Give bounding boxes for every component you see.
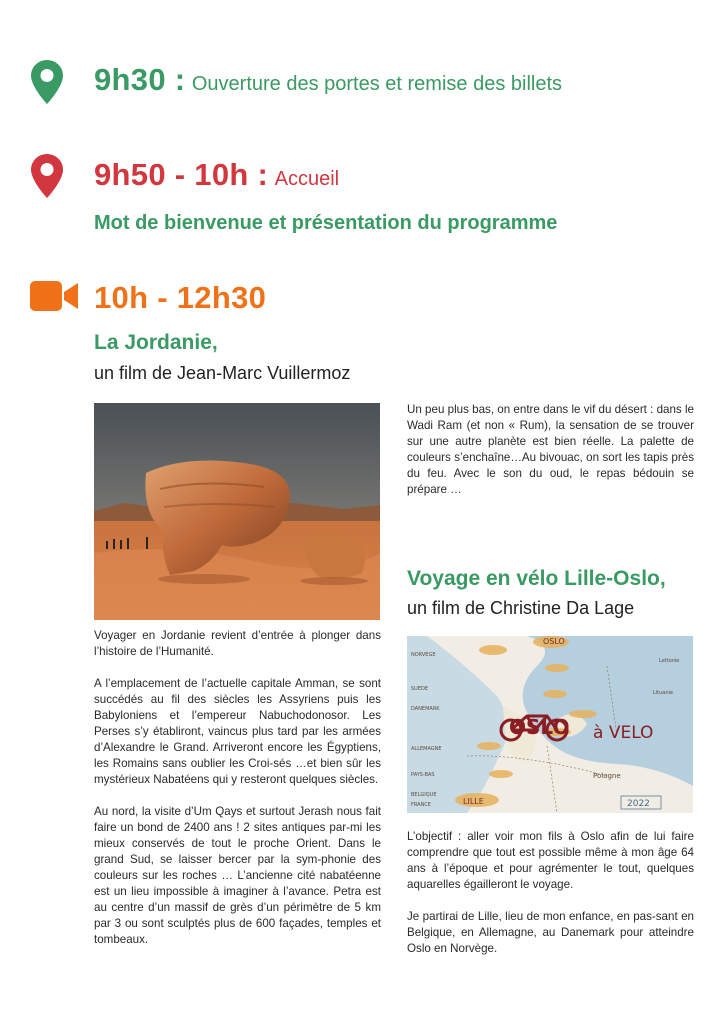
schedule-subtitle: Mot de bienvenue et présentation du programme	[94, 212, 558, 234]
video-camera-icon	[30, 281, 78, 311]
map-pin-icon	[31, 60, 63, 104]
map-label: Lettonie	[659, 658, 680, 664]
film-title: Voyage en vélo Lille-Oslo,	[407, 567, 666, 590]
map-label: NORVEGE	[411, 652, 436, 658]
schedule-time: 9h30 :	[94, 62, 186, 97]
paragraph: Au nord, la visite d’Um Qays et surtout Jerash nous fait faire un bond de 2400 ans ! 2 sites antiques par-mi les mieux conservés de tout le proche Orient. Dans le grand Sud, se laisser bercer par la sym-phonie des couleurs sur les roches … L’ancienne cité nabatéenne est un lieu impossible à imaginer à l’avance. Petra est au centre d’un massif de grès d’un périmètre de 5 km par 3 ou sont sculptés plus de 600 façades, temples et tombeaux.	[94, 805, 381, 946]
jordan-desert-photo	[94, 403, 380, 620]
paragraph: Un peu plus bas, on entre dans le vif du désert : dans le Wadi Ram (et non « Rum), la sensation de se trouver sur une autre planète est bien réelle. La palette de couleurs s’enchaîne…Au bivouac, on sort les tapis près du feu. Avec le son du oud, le repas bédouin se prépare …	[407, 403, 694, 496]
map-label: OSLO	[543, 637, 565, 646]
paragraph: A l’emplacement de l’actuelle capitale Amman, se sont succédés au fil des siècles les Assyriens puis les Babyloniens et l’empereur Nabuchodonosor. Les Perses s’y établiront, vaincus plus tard par les armées d’Alexandre le Grand. Arriveront encore les Égyptiens, les Romains sans oublier les Croi-sés …et bien sûr les mystérieux Nabatéens qui y resteront quelques siècles.	[94, 677, 381, 786]
map-label: ALLEMAGNE	[411, 746, 442, 752]
film1-description	[94, 628, 381, 964]
film2-description	[407, 829, 694, 973]
watercolor-map-image	[407, 636, 693, 813]
map-label: 2022	[627, 799, 650, 809]
map-label: LILLE	[463, 797, 484, 806]
map-label: FRANCE	[411, 802, 431, 808]
paragraph: Voyager en Jordanie revient d’entrée à plonger dans l’histoire de l’Humanité.	[94, 629, 381, 658]
map-title: OSLO	[509, 715, 570, 739]
map-label: BELGIQUE	[411, 792, 437, 798]
map-pin-icon	[31, 154, 63, 198]
schedule-time: 10h - 12h30	[94, 280, 267, 315]
map-label: à VELO	[593, 723, 654, 743]
map-label: DANEMARK	[411, 706, 440, 712]
map-label: SUEDE	[411, 686, 429, 692]
map-label: Pologne	[593, 772, 621, 780]
film-author: un film de Jean-Marc Vuillermoz	[94, 363, 351, 383]
film1-description-continued	[407, 402, 694, 514]
paragraph: L’objectif : aller voir mon fils à Oslo afin de lui faire comprendre que tout est possible même à mon âge 64 ans à l’époque et pour agrémenter le tout, quelques aquarelles égailleront le voyage.	[407, 830, 694, 891]
map-label: PAYS-BAS	[411, 772, 435, 778]
schedule-time: 9h50 - 10h :	[94, 157, 269, 192]
paragraph: Je partirai de Lille, lieu de mon enfance, en pas-sant en Belgique, en Allemagne, au Danemark pour atteindre Oslo en Norvège.	[407, 910, 694, 955]
map-label: Lituanie	[653, 690, 674, 696]
film-author: un film de Christine Da Lage	[407, 598, 635, 618]
schedule-label: Ouverture des portes et remise des billets	[191, 73, 563, 95]
film-title: La Jordanie,	[94, 331, 218, 354]
schedule-label: Accueil	[274, 168, 340, 190]
